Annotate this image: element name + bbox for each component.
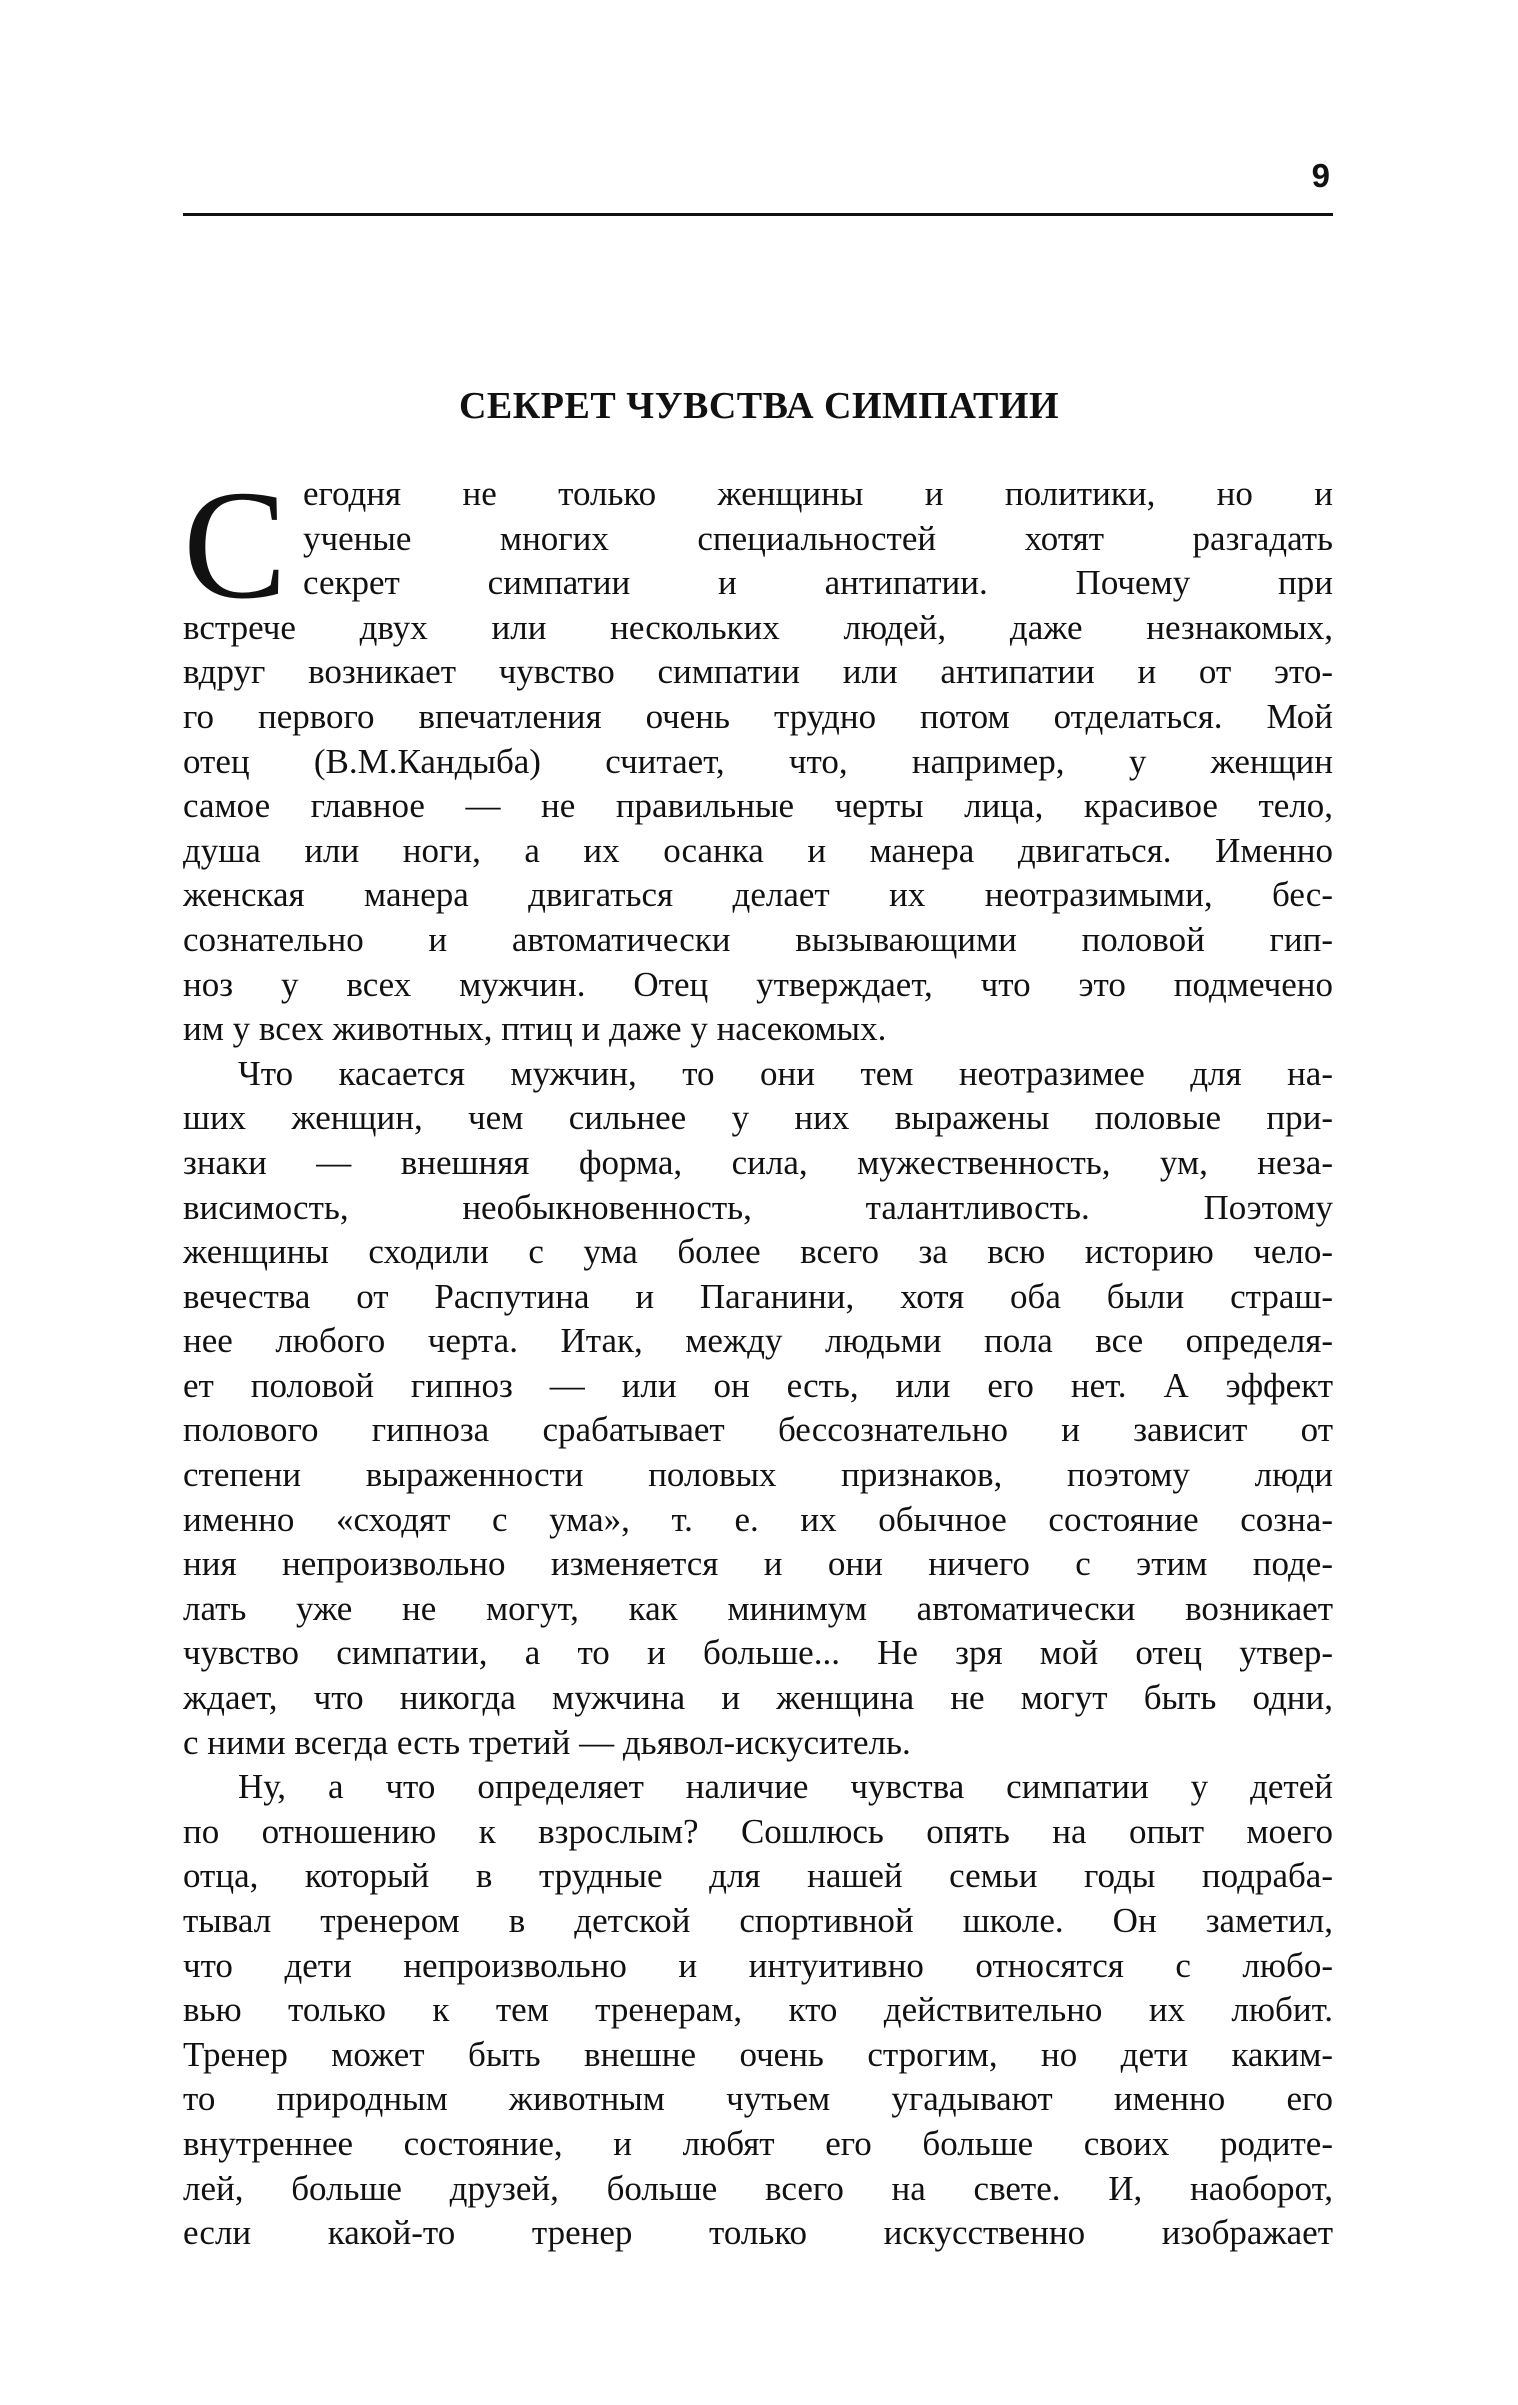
text-line: сознательно и автоматически вызывающими половой гип- <box>183 919 1333 959</box>
text-line: го первого впечатления очень трудно потом отделаться. Мой <box>183 696 1333 736</box>
text-line: нее любого черта. Итак, между людьми пола все определя- <box>183 1321 1333 1361</box>
text-line: полового гипноза срабатывает бессознательно и зависит от <box>183 1410 1333 1450</box>
text-line: Что касается мужчин, то они тем неотразимее для на- <box>238 1053 1333 1093</box>
text-line: лать уже не могут, как минимум автоматически возникает <box>183 1588 1333 1628</box>
text-line: вечества от Распутина и Паганини, хотя оба были страш- <box>183 1276 1333 1316</box>
text-line: то природным животным чутьем угадывают именно его <box>183 2079 1333 2119</box>
text-line: внутреннее состояние, и любят его больше своих родите- <box>183 2123 1333 2163</box>
text-line: самое главное — не правильные черты лица, красивое тело, <box>183 786 1333 826</box>
text-line: душа или ноги, а их осанка и манера двигаться. Именно <box>183 830 1333 870</box>
text-line: встрече двух или нескольких людей, даже незнакомых, <box>183 607 1333 647</box>
text-line: лей, больше друзей, больше всего на свете. И, наоборот, <box>183 2168 1333 2208</box>
text-line: ет половой гипноз — или он есть, или его нет. А эффект <box>183 1365 1333 1405</box>
text-line: именно «сходят с ума», т. е. их обычное состояние созна- <box>183 1499 1333 1539</box>
text-line: егодня не только женщины и политики, но и <box>303 474 1333 513</box>
chapter-title: СЕКРЕТ ЧУВСТВА СИМПАТИИ <box>458 385 1060 427</box>
text-line: тывал тренером в детской спортивной школе. Он заметил, <box>183 1901 1333 1940</box>
text-line: Тренер может быть внешне очень строгим, но дети каким- <box>183 2034 1333 2074</box>
text-line: висимость, необыкновенность, талантливость. Поэтому <box>183 1187 1333 1227</box>
article-body <box>183 458 1333 2256</box>
text-line: отца, который в трудные для нашей семьи годы подраба- <box>183 1856 1333 1896</box>
text-line: отец (В.М.Кандыба) считает, что, например, у женщин <box>183 741 1333 781</box>
page-number: 9 <box>1311 157 1330 194</box>
text-line: секрет симпатии и антипатии. Почему при <box>303 563 1333 603</box>
paragraph-2 <box>183 1052 1333 1766</box>
text-line: женская манера двигаться делает их неотразимыми, бес- <box>183 875 1333 915</box>
header-rule <box>183 213 1333 216</box>
text-line: с ними всегда есть третий — дьявол-искуситель. <box>183 1722 911 1762</box>
drop-cap <box>183 458 295 631</box>
text-line: по отношению к взрослым? Сошлюсь опять на опыт моего <box>183 1811 1333 1851</box>
text-line: степени выраженности половых признаков, поэтому люди <box>183 1455 1333 1495</box>
text-line: ждает, что никогда мужчина и женщина не могут быть одни, <box>183 1678 1333 1718</box>
paragraph-1 <box>183 458 1333 1052</box>
text-line: вдруг возникает чувство симпатии или антипатии и от это- <box>183 652 1333 692</box>
text-line: женщины сходили с ума более всего за всю историю чело- <box>183 1232 1333 1272</box>
drop-cap-letter: С <box>183 458 288 631</box>
text-line: если какой-то тренер только искусственно изображает <box>183 2213 1333 2253</box>
text-line: ноз у всех мужчин. Отец утверждает, что это подмечено <box>183 964 1333 1004</box>
text-line: знаки — внешняя форма, сила, мужественность, ум, неза- <box>183 1142 1333 1182</box>
text-line: ния непроизвольно изменяется и они ничего с этим поде- <box>183 1544 1333 1584</box>
text-line: ученые многих специальностей хотят разгадать <box>303 518 1333 558</box>
text-line: им у всех животных, птиц и даже у насекомых. <box>183 1009 887 1049</box>
text-line: Ну, а что определяет наличие чувства симпатии у детей <box>238 1767 1333 1807</box>
text-line: вью только к тем тренерам, кто действительно их любит. <box>183 1990 1333 2030</box>
text-line: чувство симпатии, а то и больше... Не зря мой отец утвер- <box>183 1633 1333 1673</box>
paragraph-3 <box>183 1765 1333 2256</box>
text-line: ших женщин, чем сильнее у них выражены половые при- <box>183 1098 1333 1138</box>
text-line: что дети непроизвольно и интуитивно относятся с любо- <box>183 1945 1333 1985</box>
